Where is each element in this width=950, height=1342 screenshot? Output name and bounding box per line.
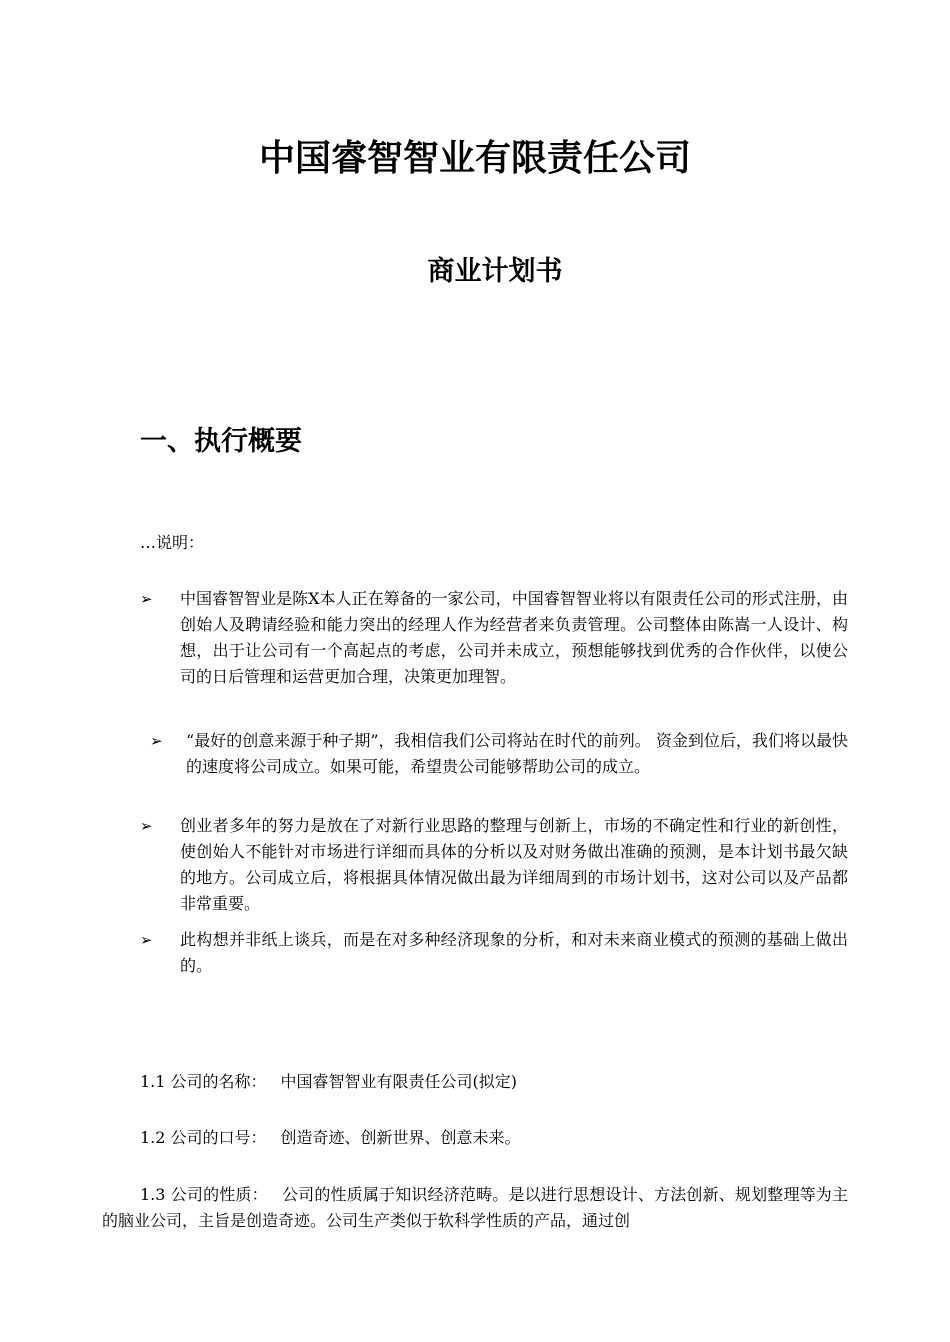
company-name-line	[140, 1069, 517, 1095]
bullet-text: “最好的创意来源于种子期”，我相信我们公司将站在时代的前列。 资金到位后，我们将以最快的速度将公司成立。如果可能，希望贵公司能够帮助公司的成立。	[186, 731, 848, 776]
company-nature-value: 公司的性质属于知识经济范畴。是以进行思想设计、方法创新、规划整理等为主的脑业公司，主旨是创造奇迹。公司生产类似于软科学性质的产品，通过创	[102, 1185, 848, 1230]
company-name-value: 中国睿智智业有限责任公司(拟定)	[280, 1072, 518, 1091]
company-nature-label: 1.3 公司的性质：	[140, 1185, 268, 1204]
document-title: 中国睿智智业有限责任公司	[258, 138, 691, 179]
company-slogan-value: 创造奇迹、创新世界、创意未来。	[280, 1128, 521, 1147]
company-name-label: 1.1 公司的名称：	[140, 1072, 267, 1091]
arrow-bullet-icon: ➢	[150, 732, 163, 750]
bullet-item	[150, 728, 848, 780]
bullet-text: 创业者多年的努力是放在了对新行业思路的整理与创新上，市场的不确定性和行业的新创性，使创始人不能针对市场进行详细而具体的分析以及对财务做出准确的预测，是本计划书最欠缺的地方。公司成立后，将根据具体情况做出最为详细周到的市场计划书，这对公司以及产品都非常重要。	[180, 816, 848, 913]
bullet-text: 此构想并非纸上谈兵，而是在对多种经济现象的分析，和对未来商业模式的预测的基础上做出的。	[180, 930, 848, 975]
bullet-item	[140, 586, 848, 690]
note-label: …说明：	[140, 533, 205, 552]
company-nature-paragraph	[102, 1182, 848, 1234]
bullet-item	[140, 927, 848, 979]
arrow-bullet-icon: ➢	[140, 817, 153, 835]
arrow-bullet-icon: ➢	[140, 931, 153, 949]
document-subtitle: 商业计划书	[427, 256, 563, 287]
arrow-bullet-icon: ➢	[140, 590, 153, 608]
company-slogan-label: 1.2 公司的口号：	[140, 1128, 267, 1147]
section-heading-executive-summary: 一、执行概要	[140, 426, 302, 457]
bullet-item	[140, 813, 848, 917]
bullet-text: 中国睿智智业是陈X本人正在筹备的一家公司，中国睿智智业将以有限责任公司的形式注册，由创始人及聘请经验和能力突出的经理人作为经营者来负责管理。公司整体由陈嵩一人设计、构想，出于让公司有一个高起点的考虑，公司并未成立，预想能够找到优秀的合作伙伴，以使公司的日后管理和运营更加合理，决策更加理智。	[180, 589, 848, 686]
company-slogan-line	[140, 1125, 521, 1151]
